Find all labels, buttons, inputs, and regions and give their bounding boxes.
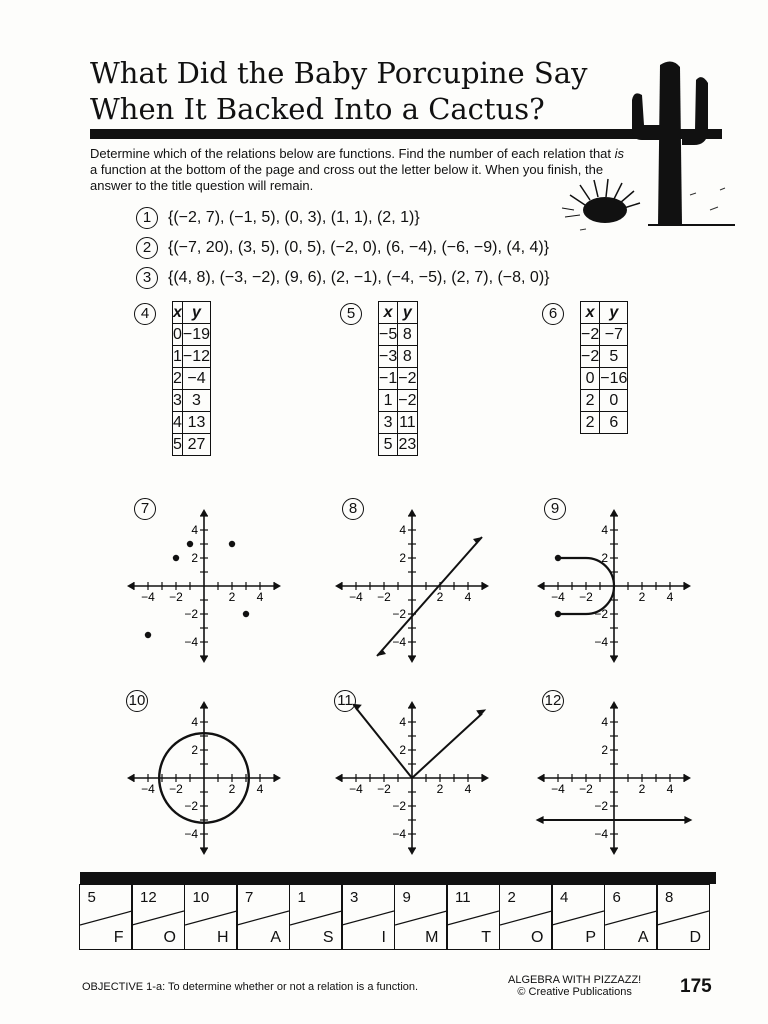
- x-tick-label: −2: [579, 782, 593, 796]
- y-cell: 27: [182, 434, 210, 456]
- answer-letter: A: [637, 929, 649, 946]
- table-row: [379, 390, 418, 412]
- y-arrow: [408, 848, 416, 855]
- x-arrow: [335, 582, 342, 590]
- y-cell: 3: [182, 390, 210, 412]
- data-point: [243, 611, 249, 617]
- y-tick-label: −4: [594, 635, 608, 649]
- x-cell: 5: [379, 434, 398, 456]
- instructions: [90, 146, 630, 194]
- cactus-body: [658, 61, 682, 225]
- y-tick-label: −4: [392, 635, 406, 649]
- x-tick-label: 2: [228, 782, 236, 796]
- table-header-row: [581, 302, 628, 324]
- x-arrow: [274, 774, 281, 782]
- instructions-italic: is: [614, 146, 625, 161]
- x-tick-label: 4: [464, 782, 472, 796]
- xy-table: [580, 301, 628, 434]
- title-line-2: When It Backed Into a Cactus?: [90, 92, 545, 126]
- relation-number: 2: [136, 237, 158, 259]
- x-cell: −5: [379, 324, 398, 346]
- table-row: [173, 324, 211, 346]
- x-cell: 0: [581, 368, 600, 390]
- title-line-1: What Did the Baby Porcupine Say: [90, 56, 588, 90]
- table-row: [581, 346, 628, 368]
- y-arrow: [200, 509, 208, 516]
- cactus-right-arm: [682, 77, 708, 145]
- coordinate-graph: [332, 698, 512, 878]
- y-tick-label: −4: [392, 827, 406, 841]
- answer-letter: O: [163, 929, 176, 946]
- relation-number: 3: [136, 267, 158, 289]
- relation-3: [136, 267, 550, 289]
- data-point: [229, 541, 235, 547]
- y-arrow: [610, 656, 618, 663]
- answer-number: 7: [245, 889, 254, 906]
- y-cell: 8: [398, 346, 417, 368]
- x-arrow: [127, 774, 134, 782]
- table-row: [173, 412, 211, 434]
- line-arrow: [473, 537, 482, 544]
- y-tick-label: 4: [399, 523, 406, 537]
- table-row: [581, 412, 628, 434]
- x-cell: 3: [173, 390, 183, 412]
- y-tick-label: 2: [601, 551, 608, 565]
- table-row: [581, 324, 628, 346]
- line-arrow: [684, 816, 692, 824]
- relation-number: 7: [134, 498, 156, 520]
- answer-letter: P: [585, 929, 596, 946]
- instructions-text-1: Determine which of the relations below are functions. Find the number of each relation that: [90, 146, 615, 161]
- table-header-row: [379, 302, 418, 324]
- x-tick-label: 2: [228, 590, 236, 604]
- x-tick-label: −2: [377, 590, 391, 604]
- answer-letter: O: [531, 929, 544, 946]
- x-tick-label: 4: [256, 782, 264, 796]
- answer-letter: H: [216, 929, 229, 946]
- answer-key: [80, 884, 710, 950]
- endpoint: [555, 611, 561, 617]
- relation-number: 4: [134, 303, 156, 325]
- cactus-illustration: [560, 45, 760, 235]
- table-row: [379, 434, 418, 456]
- y-arrow: [408, 656, 416, 663]
- y-arrow: [408, 509, 416, 516]
- relation-2: [136, 237, 549, 259]
- relation-set: {(−2, 7), (−1, 5), (0, 3), (1, 1), (2, 1)}: [168, 209, 420, 226]
- answer-cell: [446, 884, 500, 950]
- relation-1: [136, 207, 420, 229]
- y-tick-label: −2: [392, 799, 406, 813]
- x-tick-label: −4: [551, 782, 565, 796]
- y-tick-label: −2: [184, 607, 198, 621]
- y-header: y: [600, 302, 628, 324]
- y-cell: −4: [182, 368, 210, 390]
- y-cell: −2: [398, 368, 417, 390]
- answer-letter: T: [481, 929, 491, 946]
- y-tick-label: −2: [392, 607, 406, 621]
- y-cell: 5: [600, 346, 628, 368]
- x-cell: 2: [173, 368, 183, 390]
- coordinate-graph: [124, 698, 304, 878]
- coordinate-graph: [332, 506, 512, 686]
- answer-cell: [289, 884, 343, 950]
- y-tick-label: 4: [191, 523, 198, 537]
- y-tick-label: −4: [184, 827, 198, 841]
- x-cell: −2: [581, 346, 600, 368]
- answer-cell: [499, 884, 553, 950]
- line-arrow: [377, 649, 386, 656]
- cactus-left-arm: [632, 93, 660, 140]
- line-arrow: [352, 704, 362, 711]
- x-cell: 1: [173, 346, 183, 368]
- answer-number: 2: [507, 889, 516, 906]
- x-tick-label: 4: [666, 590, 674, 604]
- y-tick-label: −4: [594, 827, 608, 841]
- x-cell: 1: [379, 390, 398, 412]
- y-tick-label: −2: [184, 799, 198, 813]
- relation-number: 6: [542, 303, 564, 325]
- answer-number: 1: [297, 889, 306, 906]
- coordinate-graph: [124, 506, 304, 686]
- answer-cell: [184, 884, 238, 950]
- x-cell: 2: [581, 390, 600, 412]
- y-tick-label: 2: [399, 743, 406, 757]
- answer-bar: [80, 872, 716, 884]
- answer-cell: [236, 884, 290, 950]
- xy-table: [378, 301, 418, 456]
- book-credit: [508, 974, 641, 998]
- x-arrow: [127, 582, 134, 590]
- y-arrow: [610, 848, 618, 855]
- relation-number: 12: [542, 690, 564, 712]
- table-row: [173, 346, 211, 368]
- xy-table: [172, 301, 211, 456]
- x-arrow: [684, 582, 691, 590]
- x-arrow: [335, 774, 342, 782]
- x-tick-label: 2: [436, 782, 444, 796]
- y-cell: 8: [398, 324, 417, 346]
- y-cell: 23: [398, 434, 417, 456]
- answer-cell: [656, 884, 710, 950]
- x-cell: 2: [581, 412, 600, 434]
- answer-letter: M: [425, 929, 439, 946]
- instructions-text-2: a function at the bottom of the page and cross out the letter below it. When you finish, the answer to the title question will remain.: [90, 162, 604, 193]
- table-row: [581, 368, 628, 390]
- x-cell: −3: [379, 346, 398, 368]
- y-cell: −19: [182, 324, 210, 346]
- y-arrow: [610, 509, 618, 516]
- line-arrow: [536, 816, 544, 824]
- x-tick-label: 2: [638, 782, 646, 796]
- endpoint: [555, 555, 561, 561]
- answer-cell: [79, 884, 133, 950]
- objective: OBJECTIVE 1-a: To determine whether or not a relation is a function.: [82, 981, 419, 993]
- x-tick-label: 4: [256, 590, 264, 604]
- relation-set: {(−7, 20), (3, 5), (0, 5), (−2, 0), (6, −4), (−6, −9), (4, 4)}: [168, 239, 550, 256]
- answer-cell: [341, 884, 395, 950]
- data-point: [187, 541, 193, 547]
- x-tick-label: −4: [551, 590, 565, 604]
- y-arrow: [408, 701, 416, 708]
- data-point: [173, 555, 179, 561]
- table-row: [379, 324, 418, 346]
- y-cell: 13: [182, 412, 210, 434]
- answer-number: 3: [350, 889, 359, 906]
- copyright: © Creative Publications: [517, 986, 632, 998]
- x-tick-label: −4: [349, 782, 363, 796]
- y-cell: −7: [600, 324, 628, 346]
- relation-number: 8: [342, 498, 364, 520]
- x-tick-label: 4: [464, 590, 472, 604]
- x-cell: −1: [379, 368, 398, 390]
- answer-number: 9: [402, 889, 411, 906]
- data-point: [145, 632, 151, 638]
- y-tick-label: 4: [601, 715, 608, 729]
- table-header-row: [173, 302, 211, 324]
- x-arrow: [274, 582, 281, 590]
- x-arrow: [482, 774, 489, 782]
- x-tick-label: −4: [349, 590, 363, 604]
- x-arrow: [482, 582, 489, 590]
- y-tick-label: −4: [184, 635, 198, 649]
- x-tick-label: 2: [638, 590, 646, 604]
- table-row: [581, 390, 628, 412]
- relation-number: 9: [544, 498, 566, 520]
- x-tick-label: −4: [141, 590, 155, 604]
- table-row: [173, 434, 211, 456]
- x-cell: 0: [173, 324, 183, 346]
- x-tick-label: −2: [169, 590, 183, 604]
- y-cell: 6: [600, 412, 628, 434]
- answer-cell: [551, 884, 605, 950]
- answer-number: 6: [612, 889, 621, 906]
- y-tick-label: 4: [399, 715, 406, 729]
- relation-number: 5: [340, 303, 362, 325]
- answer-number: 11: [455, 889, 471, 906]
- answer-cell: [604, 884, 658, 950]
- y-tick-label: −2: [594, 607, 608, 621]
- x-tick-label: −4: [141, 782, 155, 796]
- x-tick-label: −2: [377, 782, 391, 796]
- x-tick-label: −2: [169, 782, 183, 796]
- relation-set: {(4, 8), (−3, −2), (9, 6), (2, −1), (−4, −5), (2, 7), (−8, 0)}: [168, 269, 550, 286]
- table-row: [379, 412, 418, 434]
- y-cell: −2: [398, 390, 417, 412]
- answer-letter: S: [322, 929, 334, 946]
- y-arrow: [200, 701, 208, 708]
- answer-number: 10: [192, 889, 210, 906]
- y-header: y: [182, 302, 210, 324]
- x-tick-label: 2: [436, 590, 444, 604]
- y-cell: −12: [182, 346, 210, 368]
- answer-cell: [131, 884, 185, 950]
- x-header: x: [173, 302, 183, 324]
- x-tick-label: −2: [579, 590, 593, 604]
- y-tick-label: 2: [601, 743, 608, 757]
- answer-letter: D: [689, 929, 701, 946]
- y-arrow: [200, 656, 208, 663]
- answer-letter: F: [113, 929, 124, 946]
- y-tick-label: 2: [191, 551, 198, 565]
- table-row: [379, 346, 418, 368]
- relation-number: 11: [334, 690, 356, 712]
- answer-number: 5: [87, 889, 96, 906]
- answer-letter: I: [381, 929, 386, 946]
- x-cell: 3: [379, 412, 398, 434]
- y-tick-label: 2: [191, 743, 198, 757]
- y-cell: 0: [600, 390, 628, 412]
- answer-number: 8: [665, 889, 674, 906]
- y-header: y: [398, 302, 417, 324]
- answer-cell: [394, 884, 448, 950]
- y-tick-label: 4: [191, 715, 198, 729]
- x-cell: 4: [173, 412, 183, 434]
- book-title: ALGEBRA WITH PIZZAZZ!: [508, 974, 642, 986]
- x-cell: −2: [581, 324, 600, 346]
- answer-number: 4: [560, 889, 569, 906]
- page-number: 175: [680, 976, 712, 997]
- table-row: [173, 368, 211, 390]
- table-row: [173, 390, 211, 412]
- x-header: x: [581, 302, 600, 324]
- y-tick-label: 2: [399, 551, 406, 565]
- y-cell: 11: [398, 412, 417, 434]
- y-arrow: [200, 848, 208, 855]
- graph-vee: [356, 708, 482, 778]
- x-arrow: [684, 774, 691, 782]
- relation-number: 1: [136, 207, 158, 229]
- coordinate-graph: [534, 698, 714, 878]
- y-arrow: [610, 701, 618, 708]
- table-row: [379, 368, 418, 390]
- answer-letter: A: [270, 929, 281, 946]
- coordinate-graph: [534, 506, 714, 686]
- y-tick-label: −2: [594, 799, 608, 813]
- y-tick-label: 4: [601, 523, 608, 537]
- x-arrow: [537, 582, 544, 590]
- x-arrow: [537, 774, 544, 782]
- x-cell: 5: [173, 434, 183, 456]
- y-cell: −16: [600, 368, 628, 390]
- x-tick-label: 4: [666, 782, 674, 796]
- answer-number: 12: [140, 889, 157, 906]
- x-header: x: [379, 302, 398, 324]
- relation-number: 10: [126, 690, 148, 712]
